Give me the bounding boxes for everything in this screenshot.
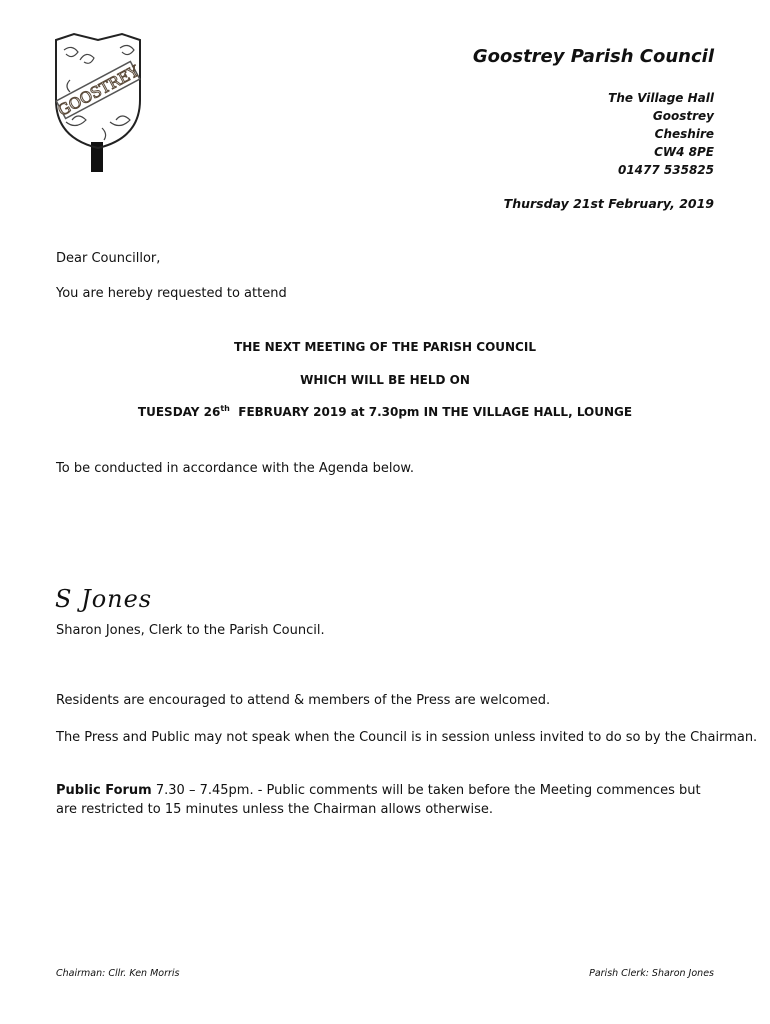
agenda-note: To be conducted in accordance with the Agenda below. [56, 461, 415, 476]
signatory: Sharon Jones, Clerk to the Parish Council. [56, 623, 325, 638]
address-line-4: CW4 8PE [654, 145, 714, 159]
press-public-text: The Press and Public may not speak when the Council is in session unless invited to do so by the Chairman. [56, 730, 758, 745]
public-forum-label: Public Forum [56, 783, 152, 798]
public-forum-paragraph: Public Forum 7.30 – 7.45pm. - Public comments will be taken before the Meeting commences but are restricted to 15 minutes unless the Chairman allows otherwise. [56, 783, 701, 817]
address-line-1: The Village Hall [608, 91, 714, 105]
address-line-3: Cheshire [654, 127, 714, 141]
letter-date: Thursday 21st February, 2019 [503, 196, 714, 211]
footer-chairman: Chairman: Cllr. Ken Morris [56, 968, 180, 979]
meeting-heading-3: TUESDAY 26th FEBRUARY 2019 at 7.30pm IN THE VILLAGE HALL, LOUNGE [137, 404, 633, 419]
meeting-heading-2: WHICH WILL BE HELD ON [300, 373, 470, 387]
intro-text: You are hereby requested to attend [56, 286, 287, 301]
residents-text: Residents are encouraged to attend & members of the Press are welcomed. [56, 693, 551, 708]
address-line-5: 01477 535825 [617, 163, 714, 177]
salutation: Dear Councillor, [56, 251, 161, 266]
address-line-2: Goostrey [652, 109, 714, 123]
footer-clerk: Parish Clerk: Sharon Jones [589, 968, 714, 979]
signature: S Jones [55, 585, 153, 613]
meeting-heading-1: THE NEXT MEETING OF THE PARISH COUNCIL [234, 340, 536, 354]
svg-text:GOOSTREY: GOOSTREY [54, 62, 142, 120]
council-name: Goostrey Parish Council [472, 46, 714, 67]
parish-logo [50, 30, 146, 172]
